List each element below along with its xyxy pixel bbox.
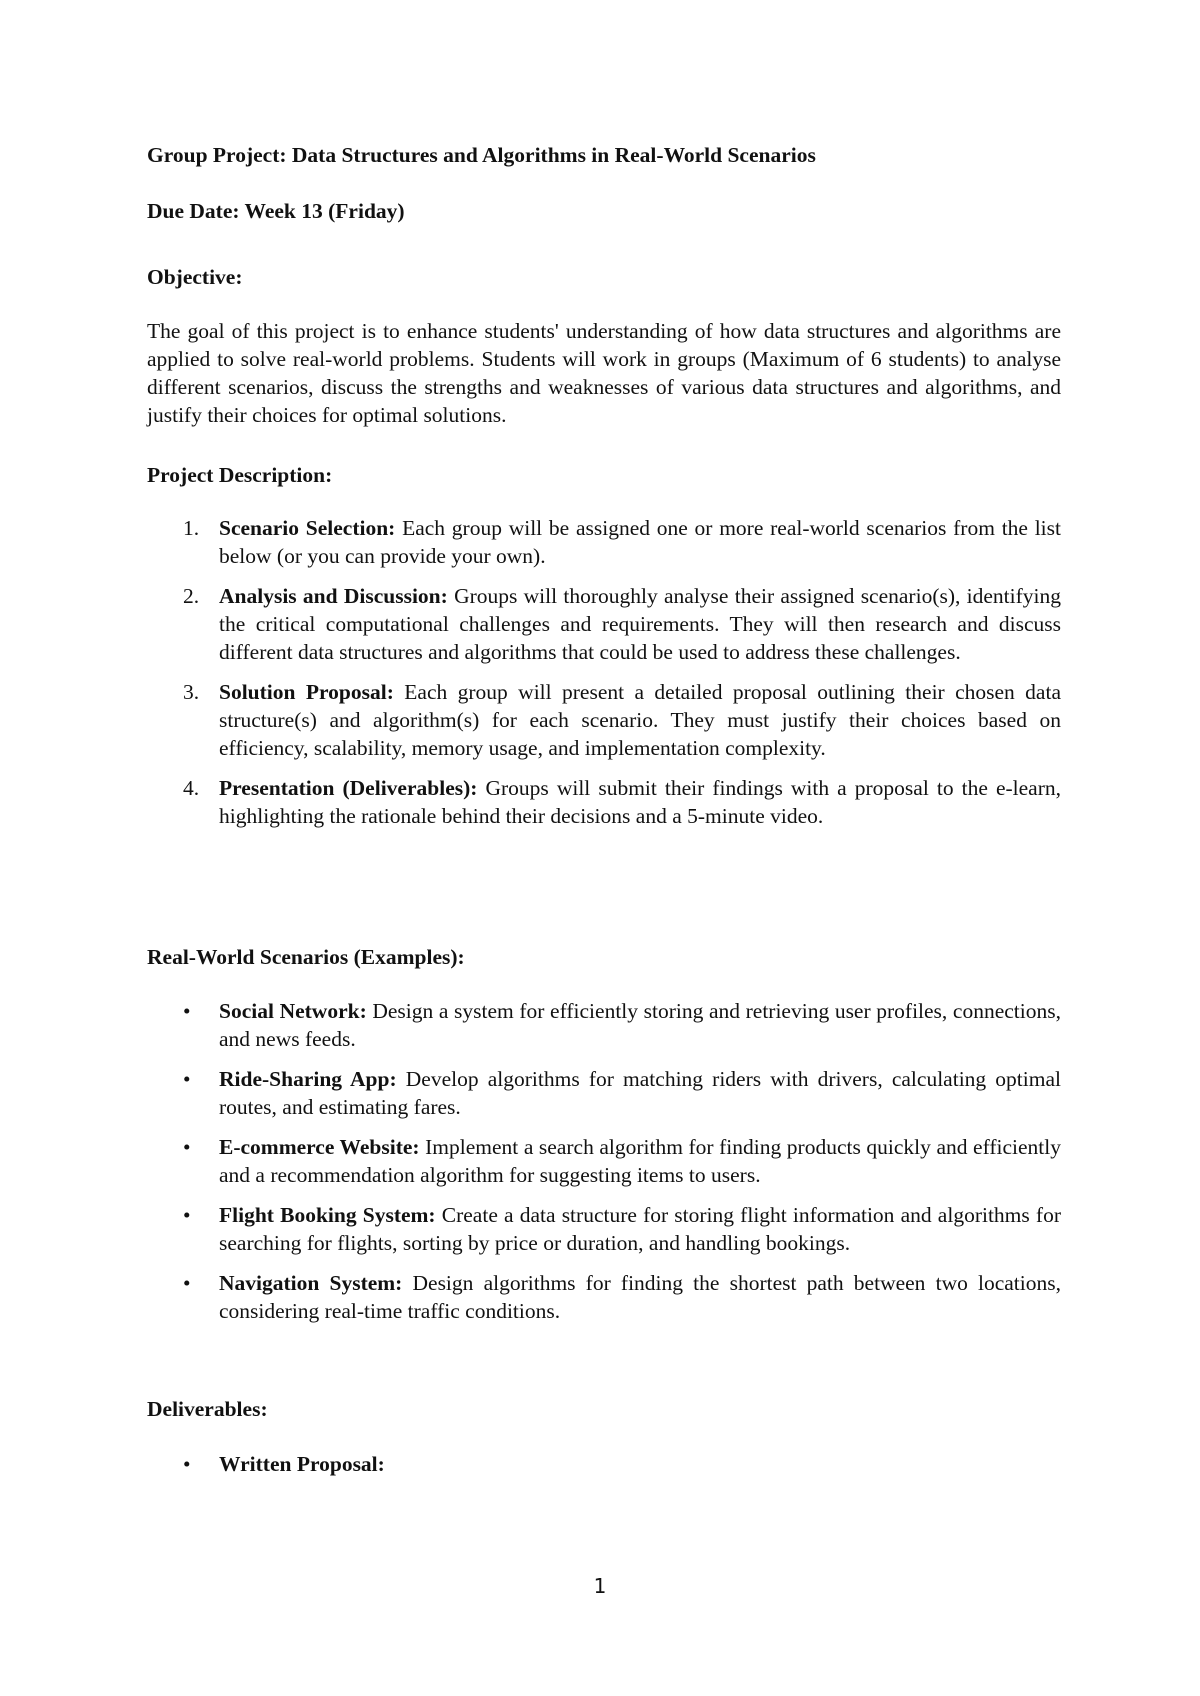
item-term: Solution Proposal: [219, 680, 394, 704]
list-item [147, 1269, 1061, 1325]
bullet-icon: • [183, 999, 191, 1023]
item-term: Ride-Sharing App: [219, 1067, 397, 1091]
item-text: Implement a search algorithm for finding products quickly and efficiently and a recommendation algorithm for suggesting items to users. [219, 1135, 1061, 1187]
item-text: Each group will present a detailed proposal outlining their chosen data structure(s) and algorithm(s) for each scenario. They must justify their choices based on efficiency, scalability, memory usage, and implementation complexity. [219, 680, 1061, 760]
list-item [147, 1065, 1061, 1121]
project-description-heading: Project Description: [147, 463, 333, 487]
list-item [147, 1201, 1061, 1257]
item-term: Social Network: [219, 999, 367, 1023]
list-number: 3. [183, 680, 200, 704]
item-text: Develop algorithms for matching riders with drivers, calculating optimal routes, and estimating fares. [219, 1067, 1061, 1119]
item-text: Groups will thoroughly analyse their assigned scenario(s), identifying the critical computational challenges and requirements. They will then research and discuss different data structures and algorithms that could be used to address these challenges. [219, 584, 1061, 664]
list-item [147, 774, 1061, 830]
deliverables-list [147, 1450, 1061, 1478]
list-item [147, 514, 1061, 570]
list-item [147, 1450, 1061, 1478]
scenarios-heading: Real-World Scenarios (Examples): [147, 945, 465, 969]
item-term: E-commerce Website: [219, 1135, 420, 1159]
item-term: Presentation (Deliverables): [219, 776, 478, 800]
bullet-icon: • [183, 1135, 191, 1159]
list-number: 2. [183, 584, 200, 608]
list-number: 4. [183, 776, 200, 800]
bullet-icon: • [183, 1067, 191, 1091]
objective-paragraph: The goal of this project is to enhance students' understanding of how data structures and algorithms are applied to solve real-world problems. Students will work in groups (Maximum of 6 students) to analyse different scenarios, discuss the strengths and weaknesses of various data structures and algorithms, and justify their choices for optimal solutions. [147, 319, 1061, 427]
list-item [147, 997, 1061, 1053]
item-text: Design a system for efficiently storing and retrieving user profiles, connections, and news feeds. [219, 999, 1061, 1051]
deliverables-heading: Deliverables: [147, 1397, 268, 1421]
item-term: Flight Booking System: [219, 1203, 436, 1227]
list-item [147, 1133, 1061, 1189]
bullet-icon: • [183, 1203, 191, 1227]
item-text: Design algorithms for finding the shortest path between two locations, considering real-time traffic conditions. [219, 1271, 1061, 1323]
scenarios-list [147, 997, 1061, 1337]
item-term: Analysis and Discussion: [219, 584, 448, 608]
list-item [147, 678, 1061, 762]
project-description-list [147, 514, 1061, 842]
bullet-icon: • [183, 1452, 191, 1476]
document-title: Group Project: Data Structures and Algorithms in Real-World Scenarios [147, 143, 816, 167]
page-number: 1 [593, 1574, 607, 1598]
item-term: Scenario Selection: [219, 516, 396, 540]
item-text: Groups will submit their findings with a proposal to the e-learn, highlighting the rationale behind their decisions and a 5-minute video. [219, 776, 1061, 828]
item-text: Each group will be assigned one or more real-world scenarios from the list below (or you can provide your own). [219, 516, 1061, 568]
item-term: Written Proposal: [219, 1452, 385, 1476]
bullet-icon: • [183, 1271, 191, 1295]
due-date: Due Date: Week 13 (Friday) [147, 199, 405, 223]
list-item [147, 582, 1061, 666]
list-number: 1. [183, 516, 200, 540]
objective-heading: Objective: [147, 265, 243, 289]
item-text: Create a data structure for storing flight information and algorithms for searching for flights, sorting by price or duration, and handling bookings. [219, 1203, 1061, 1255]
item-term: Navigation System: [219, 1271, 403, 1295]
